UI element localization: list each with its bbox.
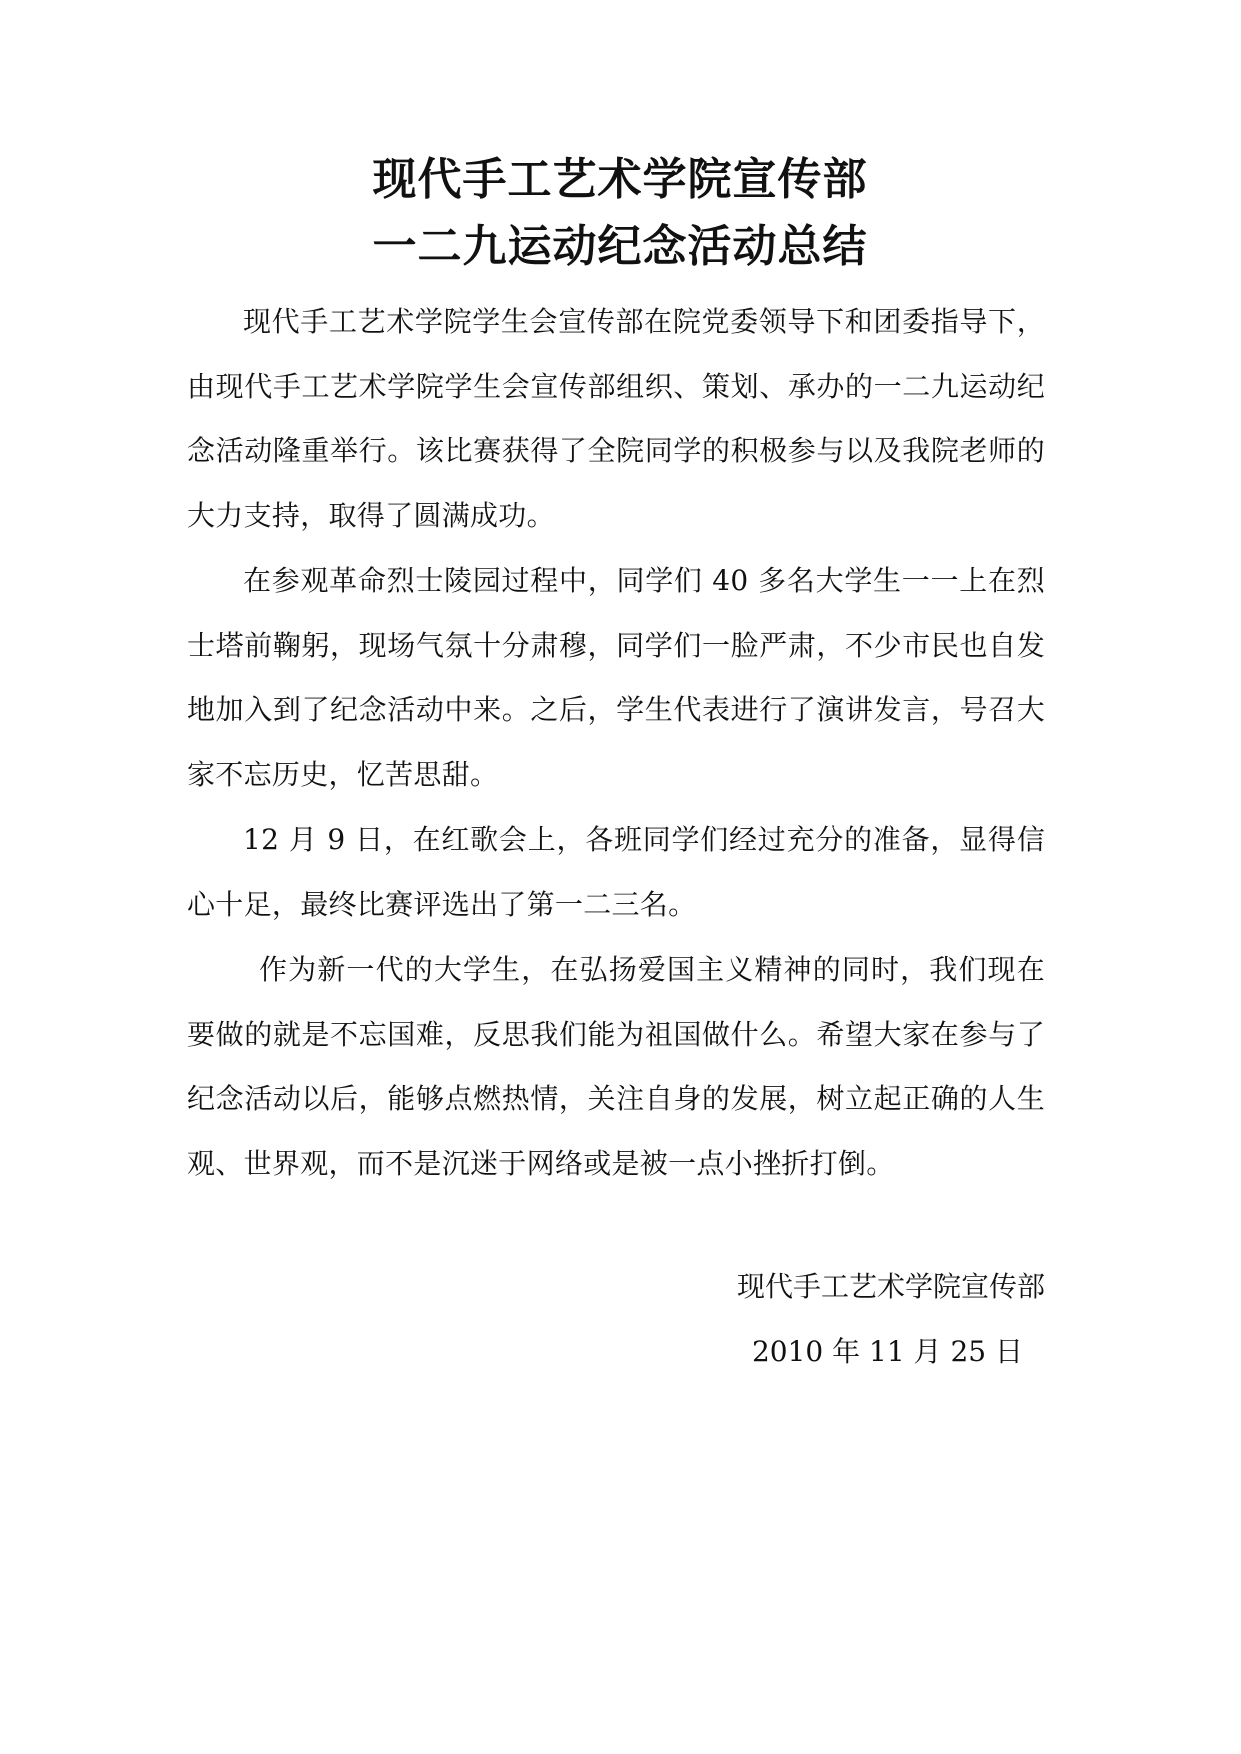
paragraph-3: 12 月 9 日，在红歌会上，各班同学们经过充分的准备，显得信心十足，最终比赛评选出了第一二三名。	[187, 823, 1045, 921]
document-body	[187, 290, 1045, 1196]
document-title-line-2: 一二九运动纪念活动总结	[372, 221, 868, 272]
signature-date: 2010 年 11 月 25 日	[751, 1335, 1023, 1368]
paragraph-1: 现代手工艺术学院学生会宣传部在院党委领导下和团委指导下，由现代手工艺术学院学生会宣传部组织、策划、承办的一二九运动纪念活动隆重举行。该比赛获得了全院同学的积极参与以及我院老师的大力支持，取得了圆满成功。	[187, 305, 1045, 532]
signature-organization: 现代手工艺术学院宣传部	[736, 1270, 1045, 1303]
paragraph-4: 作为新一代的大学生，在弘扬爱国主义精神的同时，我们现在要做的就是不忘国难，反思我们能为祖国做什么。希望大家在参与了纪念活动以后，能够点燃热情，关注自身的发展，树立起正确的人生观、世界观，而不是沉迷于网络或是被一点小挫折打倒。	[187, 953, 1045, 1180]
paragraph-2: 在参观革命烈士陵园过程中，同学们 40 多名大学生一一上在烈士塔前鞠躬，现场气氛十分肃穆，同学们一脸严肃，不少市民也自发地加入到了纪念活动中来。之后，学生代表进行了演讲发言，号召大家不忘历史，忆苦思甜。	[187, 564, 1045, 791]
document-title-line-1: 现代手工艺术学院宣传部	[372, 154, 868, 205]
